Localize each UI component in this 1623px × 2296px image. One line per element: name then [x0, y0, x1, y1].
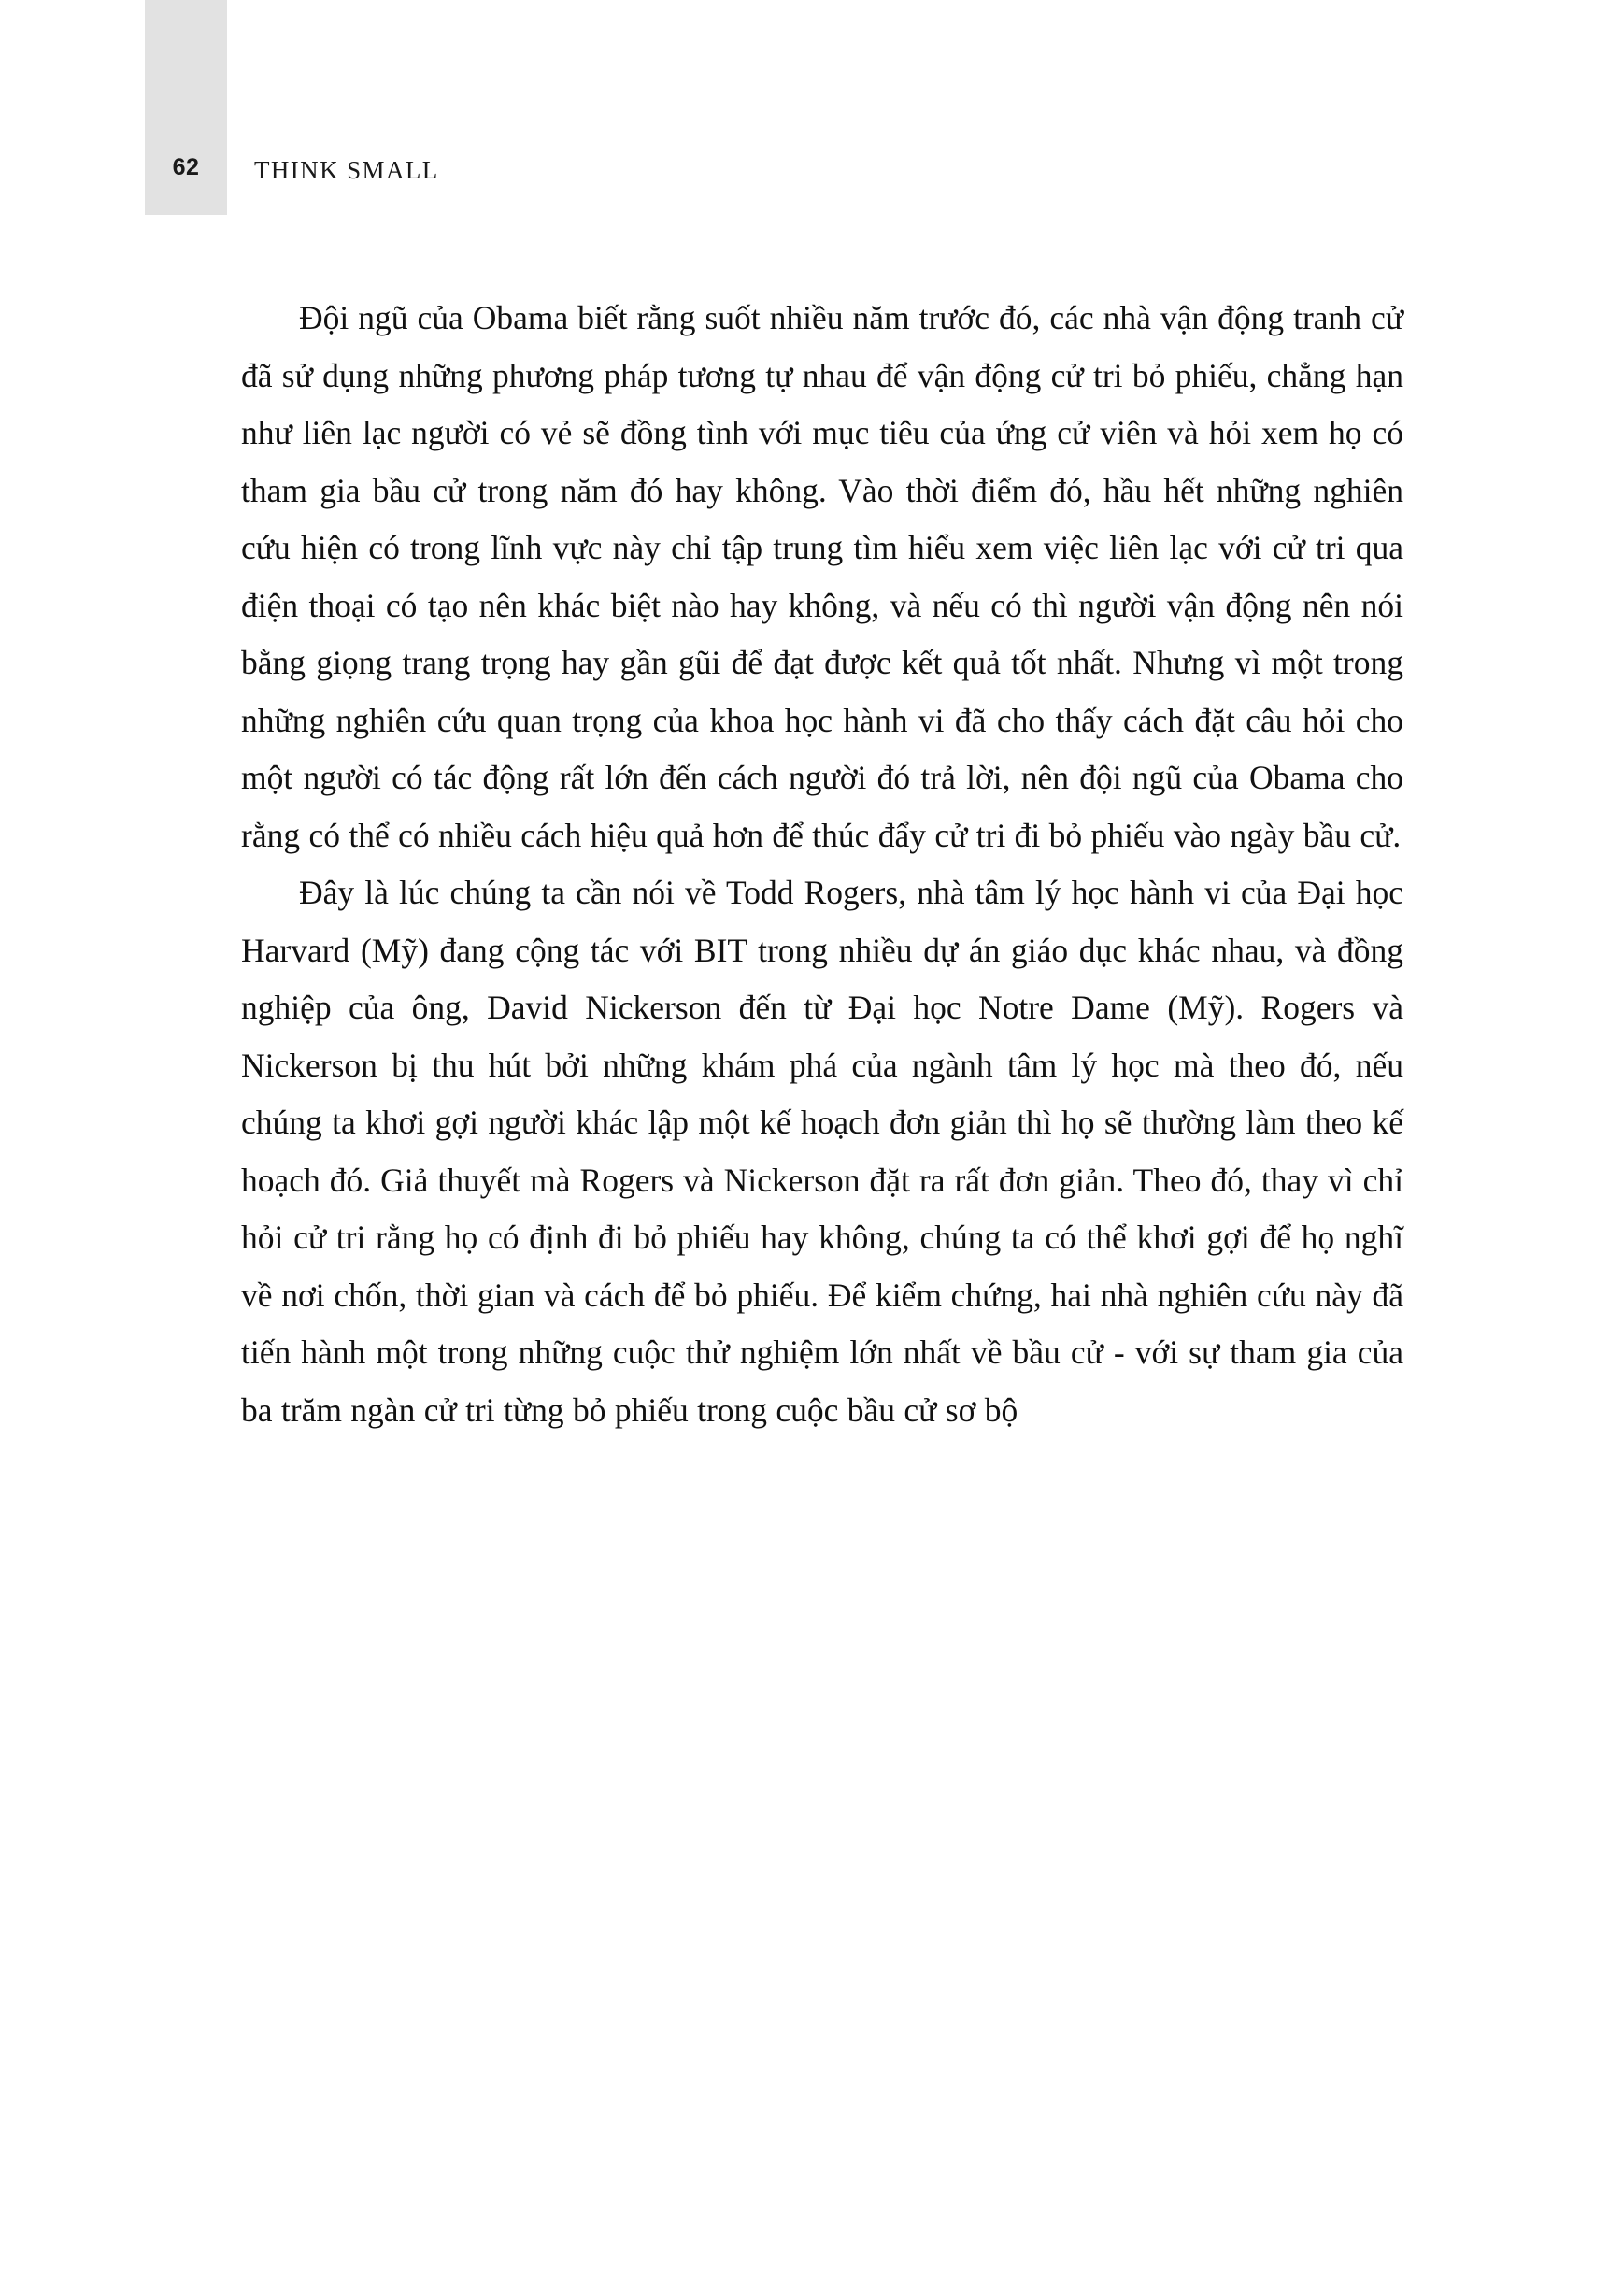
- folio-tab-background: [145, 0, 227, 215]
- body-text-column: [241, 290, 1403, 1439]
- paragraph: Đội ngũ của Obama biết rằng suốt nhiều năm trước đó, các nhà vận động tranh cử đã sử dụng những phương pháp tương tự nhau để vận động cử tri bỏ phiếu, chẳng hạn như liên lạc người có vẻ sẽ đồng tình với mục tiêu của ứng cử viên và hỏi xem họ có tham gia bầu cử trong năm đó hay không. Vào thời điểm đó, hầu hết những nghiên cứu hiện có trong lĩnh vực này chỉ tập trung tìm hiểu xem việc liên lạc với cử tri qua điện thoại có tạo nên khác biệt nào hay không, và nếu có thì người vận động nên nói bằng giọng trang trọng hay gần gũi để đạt được kết quả tốt nhất. Nhưng vì một trong những nghiên cứu quan trọng của khoa học hành vi đã cho thấy cách đặt câu hỏi cho một người có tác động rất lớn đến cách người đó trả lời, nên đội ngũ của Obama cho rằng có thể có nhiều cách hiệu quả hơn để thúc đẩy cử tri đi bỏ phiếu vào ngày bầu cử.: [241, 299, 1403, 854]
- paragraph: Đây là lúc chúng ta cần nói về Todd Rogers, nhà tâm lý học hành vi của Đại học Harvard (Mỹ) đang cộng tác với BIT trong nhiều dự án giáo dục khác nhau, và đồng nghiệp của ông, David Nickerson đến từ Đại học Notre Dame (Mỹ). Rogers và Nickerson bị thu hút bởi những khám phá của ngành tâm lý học mà theo đó, nếu chúng ta khơi gợi người khác lập một kế hoạch đơn giản thì họ sẽ thường làm theo kế hoạch đó. Giả thuyết mà Rogers và Nickerson đặt ra rất đơn giản. Theo đó, thay vì chỉ hỏi cử tri rằng họ có định đi bỏ phiếu hay không, chúng ta có thể khơi gợi để họ nghĩ về nơi chốn, thời gian và cách để bỏ phiếu. Để kiểm chứng, hai nhà nghiên cứu này đã tiến hành một trong những cuộc thử nghiệm lớn nhất về bầu cử - với sự tham gia của ba trăm ngàn cử tri từng bỏ phiếu trong cuộc bầu cử sơ bộ: [241, 874, 1403, 1429]
- running-head-title: THINK SMALL: [254, 156, 439, 184]
- page-number: 62: [172, 154, 200, 180]
